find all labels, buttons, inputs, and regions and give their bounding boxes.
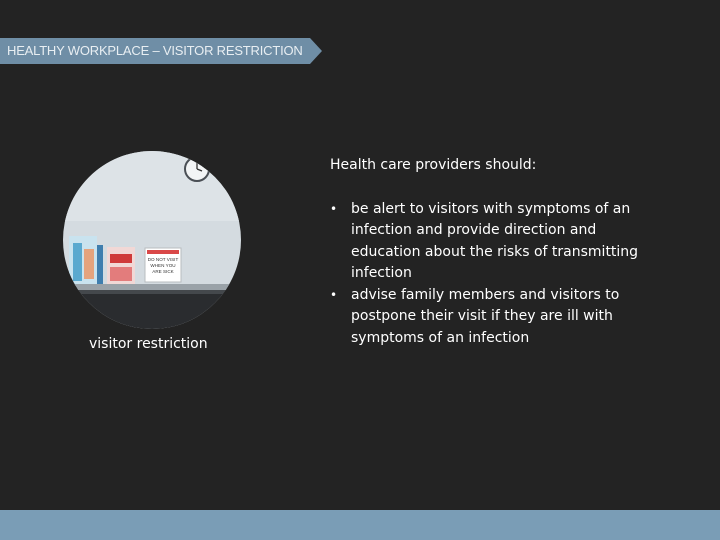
section-header-tab [0,38,322,64]
section-title: HEALTHY WORKPLACE – VISITOR RESTRICTION [7,43,303,58]
bullet-icon: • [330,201,338,216]
bullet-text: be alert to visitors with symptoms of an infection and provide direction and education about the risks of transmitting infection [351,200,639,281]
footer-bar [0,510,720,540]
bullet-text: advise family members and visitors to postpone their visit if they are ill with symptoms of an infection [351,286,620,346]
bullet-list [330,199,665,350]
bullet-item [330,285,665,350]
sign-line-1: DO NOT VISIT [147,257,179,262]
sign-line-3: ARE SICK [152,269,174,274]
wall-clock-icon [185,157,209,181]
bullet-item [330,199,665,285]
image-caption: visitor restriction [89,336,208,352]
content-block [330,155,665,349]
bullet-icon: • [330,287,338,302]
do-not-visit-sign [145,248,181,282]
visitor-restriction-photo [63,151,241,329]
sign-line-2: WHEN YOU [150,263,176,268]
content-heading: Health care providers should: [330,157,537,173]
